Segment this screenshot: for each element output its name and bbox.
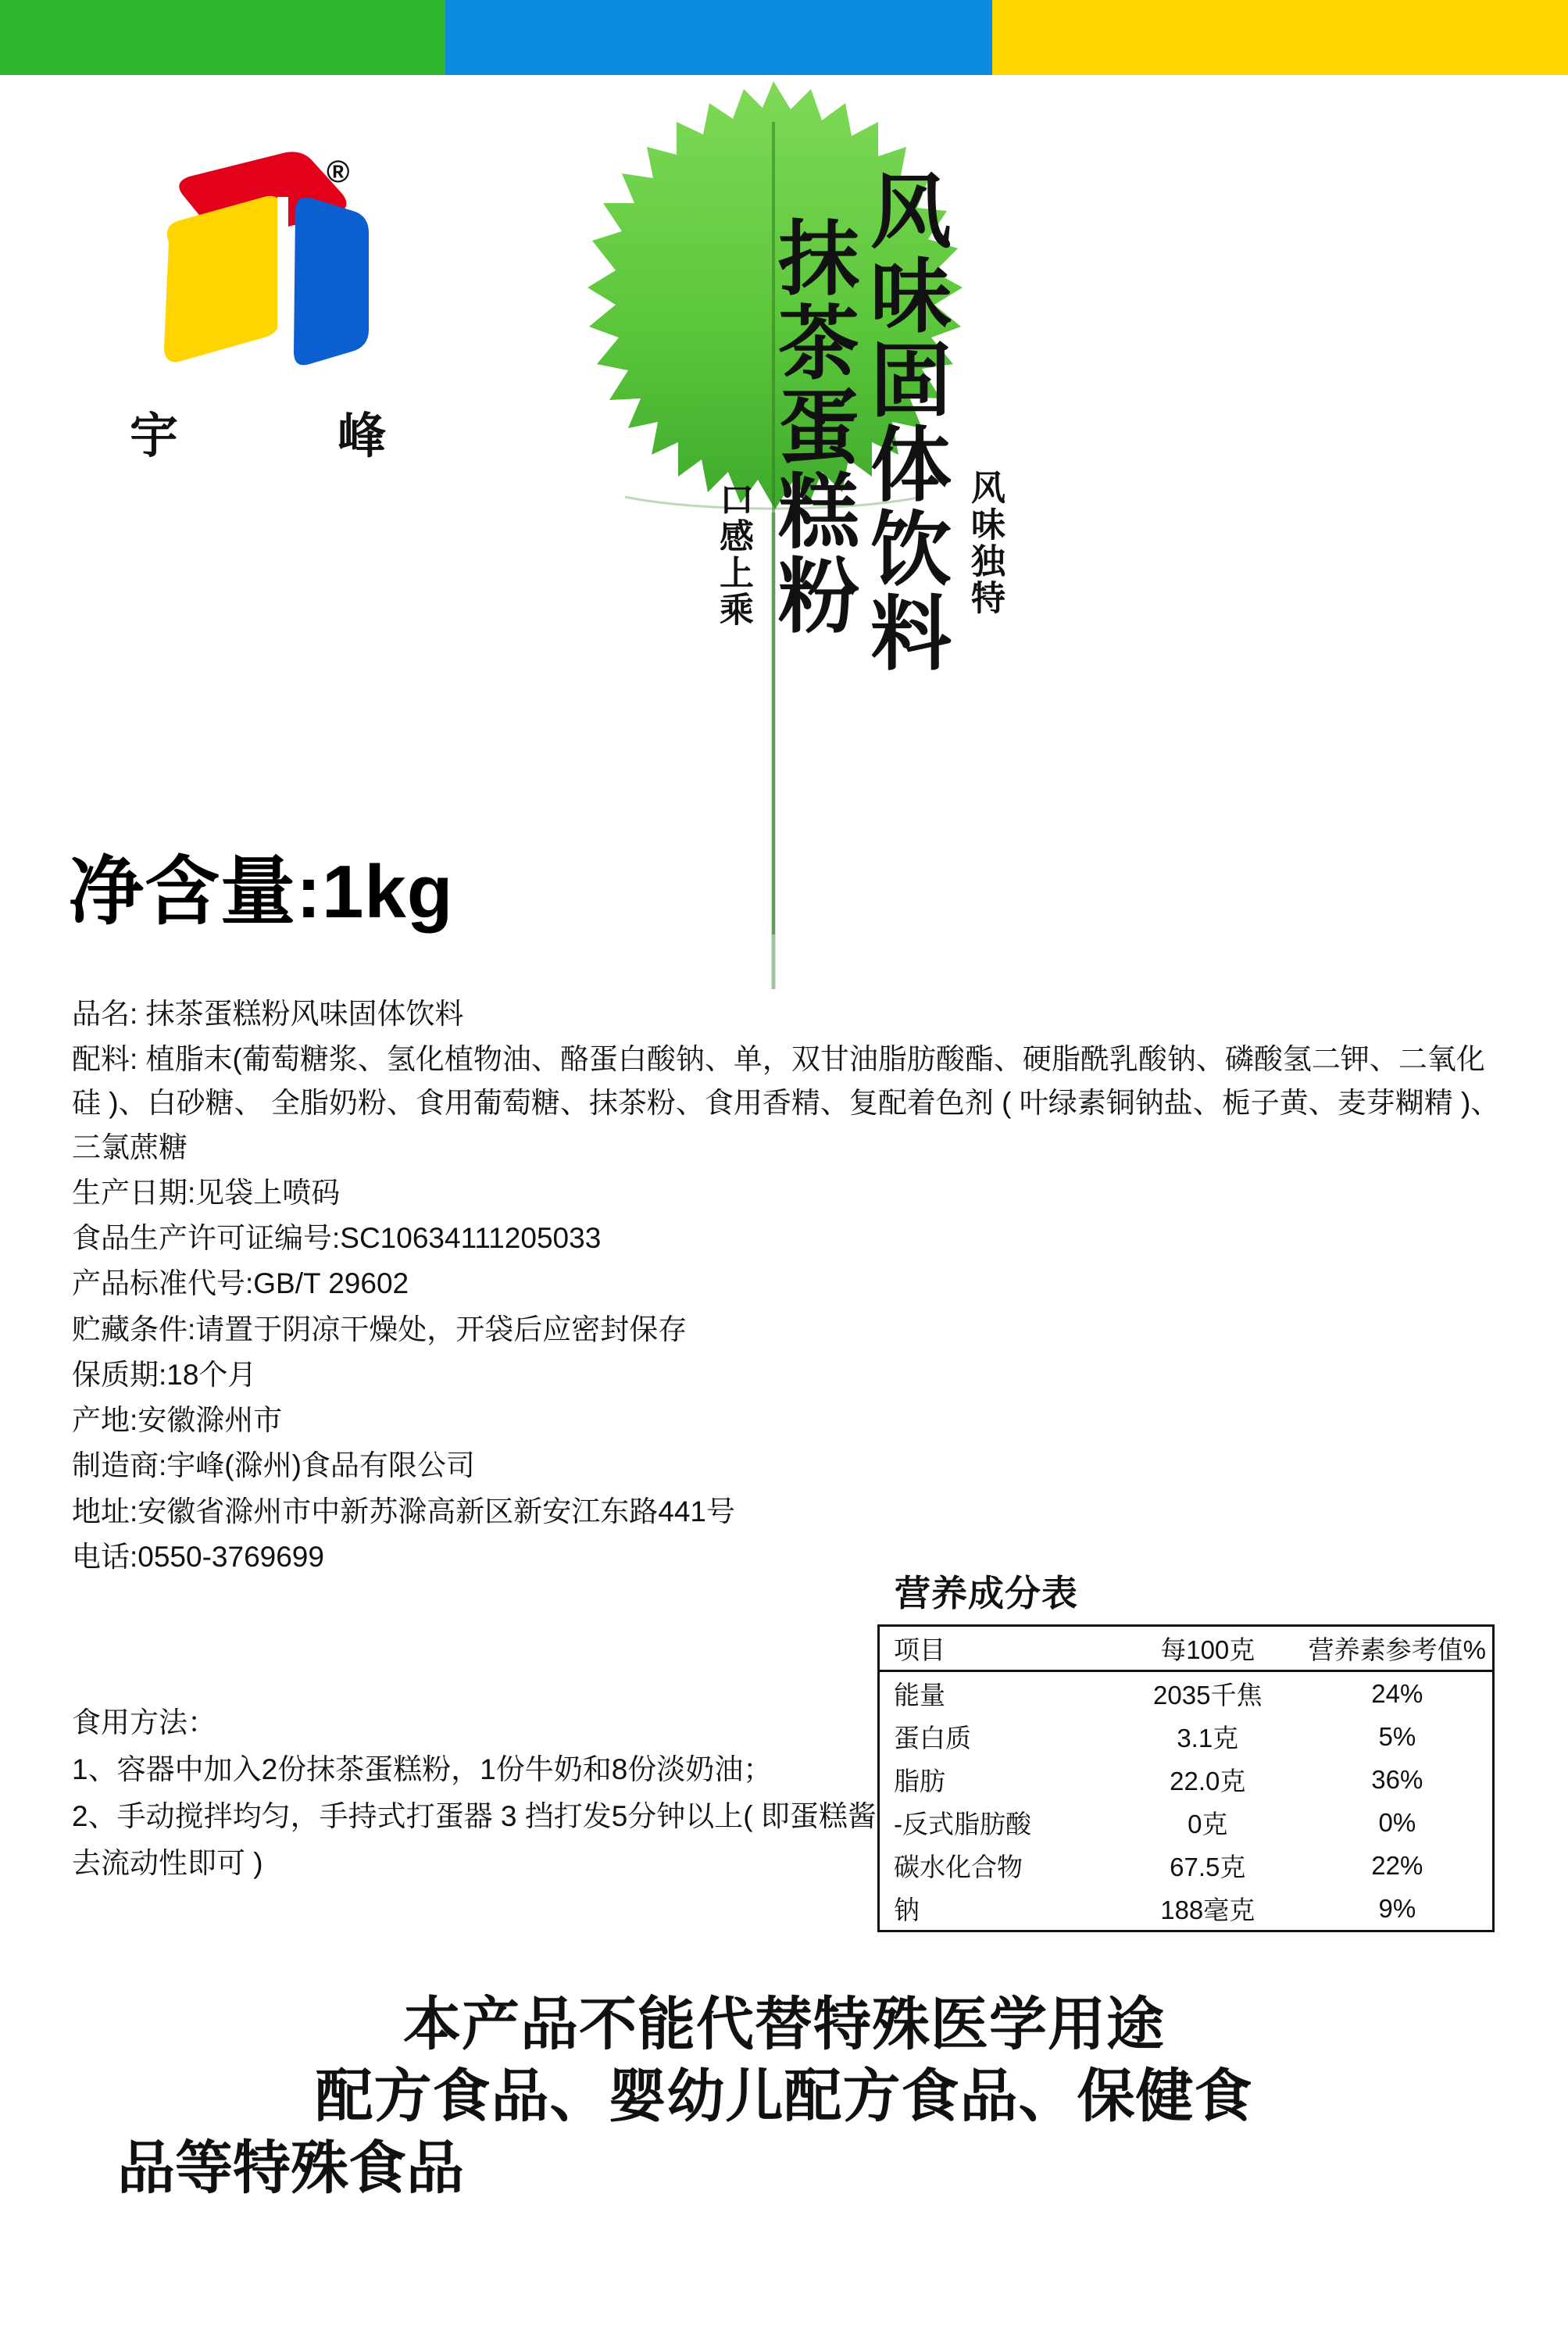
nutrition-item: 碳水化合物: [894, 1853, 1023, 1881]
table-row: [879, 1887, 1494, 1931]
registered-mark-icon: ®: [327, 155, 350, 189]
warning-line-2: 配方食品、婴幼儿配方食品、保健食: [315, 2063, 1253, 2128]
nutrition-item: 脂肪: [894, 1767, 945, 1796]
table-row: [879, 1801, 1494, 1844]
usage-step-2: 2、手动搅拌均匀，手持式打蛋器 3 挡打发5分钟以上( 即蛋糕酱去流动性即可 ): [72, 1799, 877, 1879]
nutrition-header-row: [879, 1626, 1494, 1671]
warning-line-3: 品等特殊食品: [117, 2135, 464, 2200]
info-address: 地址:安徽省滁州市中新苏滁高新区新安江东路441号: [72, 1495, 736, 1528]
nutrition-per100: 2035千焦: [1153, 1681, 1263, 1710]
usage-step-1: 1、容器中加入2份抹茶蛋糕粉，1份牛奶和8份淡奶油；: [72, 1753, 773, 1785]
product-info-block: [72, 992, 1500, 1581]
brand-name: [130, 397, 388, 466]
nutrition-per100: 188毫克: [1160, 1896, 1255, 1924]
leaf-slogan-left: 口感上乘: [714, 481, 752, 628]
nutrition-title: 营养成分表: [895, 1573, 1078, 1613]
brand-name-char-2: 峰: [337, 409, 388, 463]
leaf-title-sub: 抹茶蛋糕粉: [766, 216, 856, 638]
top-bar-blue: [445, 0, 992, 75]
warning-statement: [0, 1988, 1568, 2203]
info-production-date: 生产日期:见袋上喷码: [72, 1176, 341, 1209]
nutrition-nrv: 5%: [1378, 1721, 1416, 1751]
nutrition-per100: 22.0克: [1170, 1767, 1246, 1796]
info-storage: 贮藏条件:请置于阴凉干燥处，开袋后应密封保存: [72, 1313, 688, 1345]
info-manufacturer: 制造商:宇峰(滁州)食品有限公司: [72, 1449, 475, 1482]
nutrition-item: -反式脂肪酸: [894, 1810, 1031, 1838]
brand-name-char-1: 宇: [130, 409, 180, 463]
nutrition-facts: [877, 1565, 1502, 1932]
info-standard: 产品标准代号:GB/T 29602: [72, 1267, 409, 1300]
nutrition-header-nrv: 营养素参考值%: [1302, 1626, 1494, 1671]
info-phone: 电话:0550-3769699: [72, 1540, 324, 1573]
brand-logo: [117, 148, 398, 492]
leaf-title-main: 风味固体饮料: [858, 169, 948, 675]
nutrition-nrv: 22%: [1371, 1850, 1423, 1880]
leaf-slogan-right: 风味独特: [966, 470, 1004, 616]
info-license: 食品生产许可证编号:SC10634111205033: [72, 1222, 602, 1255]
table-row: [879, 1758, 1494, 1801]
nutrition-item: 能量: [894, 1681, 945, 1710]
usage-heading: 食用方法：: [72, 1706, 216, 1738]
nutrition-nrv: 0%: [1378, 1807, 1416, 1837]
nutrition-table: [877, 1624, 1495, 1932]
nutrition-body: [879, 1671, 1494, 1931]
nutrition-nrv: 9%: [1378, 1893, 1416, 1923]
table-row: [879, 1844, 1494, 1887]
info-ingredients: 配料: 植脂末(葡萄糖浆、氢化植物油、酪蛋白酸钠、单，双甘油脂肪酸酯、硬脂酰乳酸钠、磷酸氢二钾、二氧化硅 )、白砂糖、 全脂奶粉、食用葡萄糖、抹茶粉、食用香精、复配着色剂 ( 叶绿素铜钠盐、栀子黄、麦芽糊精 )、三氯蔗糖: [72, 1043, 1500, 1163]
info-origin: 产地:安徽滁州市: [72, 1404, 283, 1437]
nutrition-per100: 3.1克: [1177, 1724, 1239, 1753]
nutrition-header-per100: 每100克: [1113, 1626, 1302, 1671]
warning-line-1: 本产品不能代替特殊医学用途: [403, 1992, 1165, 2056]
table-row: [879, 1715, 1494, 1758]
usage-instructions: [72, 1699, 900, 1887]
nutrition-item: 蛋白质: [894, 1724, 971, 1753]
nutrition-header-item: 项目: [879, 1626, 1113, 1671]
top-color-bars: [0, 0, 1568, 75]
nutrition-nrv: 24%: [1371, 1678, 1423, 1708]
table-row: [879, 1671, 1494, 1716]
info-product-name: 品名: 抹茶蛋糕粉风味固体饮料: [72, 998, 464, 1030]
top-bar-yellow: [992, 0, 1568, 75]
leaf-shape-icon: [531, 75, 1016, 1005]
leaf-graphic: [531, 75, 1016, 1005]
net-weight: 净含量:1kg: [69, 850, 454, 934]
nutrition-per100: 0克: [1188, 1810, 1228, 1838]
nutrition-item: 钠: [894, 1896, 920, 1924]
nutrition-nrv: 36%: [1371, 1764, 1423, 1794]
top-bar-green: [0, 0, 445, 75]
nutrition-per100: 67.5克: [1170, 1853, 1246, 1881]
info-shelf-life: 保质期:18个月: [72, 1358, 257, 1391]
